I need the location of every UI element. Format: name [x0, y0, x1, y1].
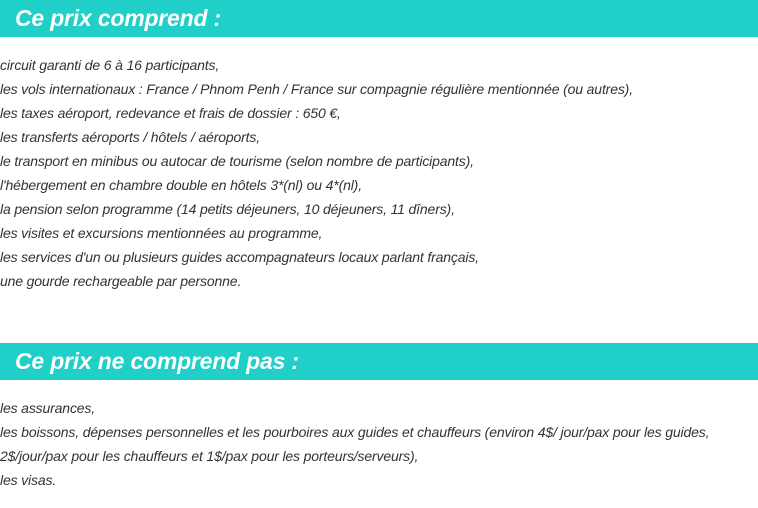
list-item: l'hébergement en chambre double en hôtels 3*(nl) ou 4*(nl),	[0, 177, 362, 193]
list-item: 2$/jour/pax pour les chauffeurs et 1$/pax pour les porteurs/serveurs),	[0, 448, 419, 464]
includes-banner	[0, 0, 758, 37]
list-item: les boissons, dépenses personnelles et les pourboires aux guides et chauffeurs (environ 4$/ jour/pax pour les guides,	[0, 424, 710, 440]
excludes-banner	[0, 343, 758, 380]
list-item: les services d'un ou plusieurs guides accompagnateurs locaux parlant français,	[0, 249, 479, 265]
list-item: circuit garanti de 6 à 16 participants,	[0, 57, 220, 73]
list-item: une gourde rechargeable par personne.	[0, 273, 242, 289]
list-item: les vols internationaux : France / Phnom Penh / France sur compagnie régulière mentionnée (ou autres),	[0, 81, 633, 97]
excludes-title: Ce prix ne comprend pas :	[15, 348, 299, 374]
list-item: le transport en minibus ou autocar de tourisme (selon nombre de participants),	[0, 153, 474, 169]
list-item: les taxes aéroport, redevance et frais de dossier : 650 €,	[0, 105, 341, 121]
list-item: la pension selon programme (14 petits déjeuners, 10 déjeuners, 11 dîners),	[0, 201, 455, 217]
includes-list	[0, 53, 633, 293]
list-item: les transferts aéroports / hôtels / aéroports,	[0, 129, 261, 145]
list-item: les visas.	[0, 472, 57, 488]
list-item: les assurances,	[0, 400, 96, 416]
list-item: les visites et excursions mentionnées au programme,	[0, 225, 323, 241]
includes-title: Ce prix comprend :	[15, 5, 221, 31]
excludes-list	[0, 396, 709, 492]
